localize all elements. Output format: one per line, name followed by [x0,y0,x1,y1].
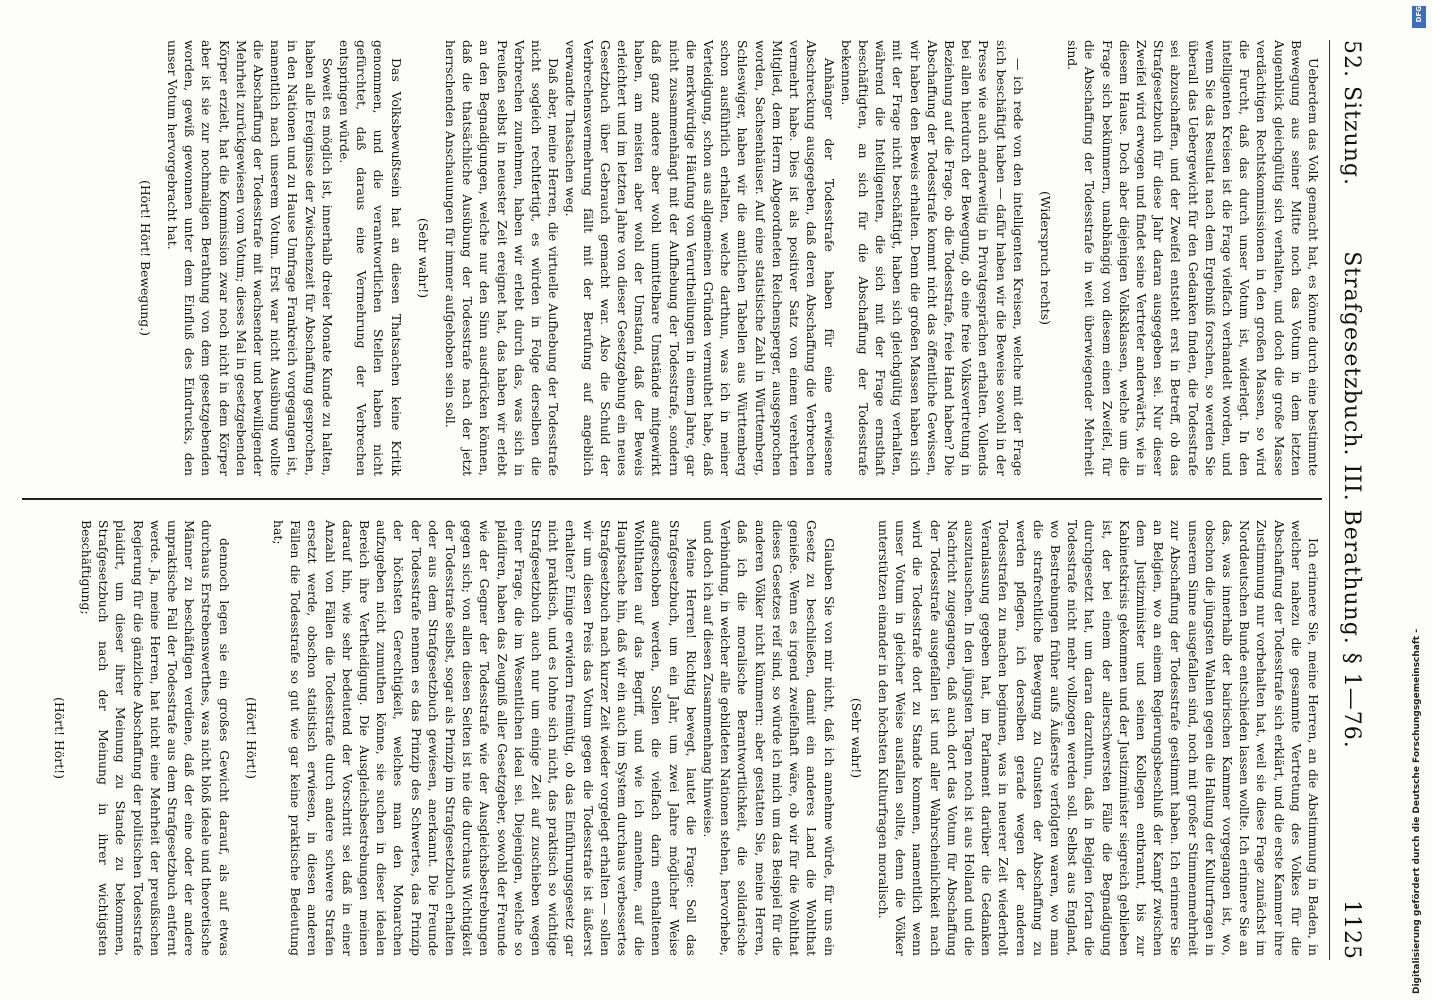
page-number: 1125 [1339,900,1364,960]
header-rule [1329,40,1330,960]
funding-credit: Digitalisierung gefördert durch die Deutsche Forschungsgemeinschaft - [1412,629,1422,994]
paragraph: dennoch legen sie ein großes Gewicht darauf, als auf etwas durchaus Erstrebenswerthes, was nicht bloß ideale und theoretische Männer zu beschäftigen verdiene, daß der eine oder der andere unpraktische Fall der Todesstrafe aus dem Strafgesetzbuch entfernt werde. Ja, meine Herren, hat nicht eine Mehrheit der preußischen Regierung für die gänzliche Abschaffung der politischen Todesstrafe plaidirt, um dieser ihrer Meinung zu Stande zu bekommen, Strafgesetzbuch nach der Meinung in ihrer wichtigsten Beschäftigung; [78,520,232,956]
left-column [127,40,1322,476]
interjection: (Sehr wahr!) [848,697,864,779]
running-header [1330,40,1368,960]
section-title: Strafgesetzbuch. III. Berathung. § 1—76. [1339,251,1364,749]
paragraph: Das Volksbewußtsein hat an diesen Thatsachen keine Kritik genommen, und die verantwortlichen Stellen haben nicht gefürchtet, daß daraus eine Vermehrung der Verbrechen entspringen würde. [337,40,404,476]
paragraph: Daß aber, meine Herren, die virtuelle Aufhebung der Todesstrafe nicht sogleich rechtfertigt, es würden in Folge derselben die Verbrechen zunehmen, haben wir erlebt durch das, was sich in Preußen selbst in neuester Zeit ereignet hat, das haben wir erlebt an den Begnadigungen, welche nur den Sinn ausdrücken können, daß die thatsächliche Ausübung der Todesstrafe nach der jetzt herrschenden Anschauungen für immer aufgehoben sein soll. [443,40,562,476]
column-divider [22,498,1322,500]
interjection: (Hört! Hört!) [243,697,259,779]
digitization-sidebar [1412,6,1426,994]
paragraph: Ueberdem das Volk gemacht hat, es könne durch eine bestimmte Bewegung aus seiner Mitte noch das Votum in dem letzten Augenblick gleichgültig sich verhalten, und doch die große Masse verdächtigen Rechtskommissionen in den großen Massen, so wird die Furcht, daß das durch unser Votum ist, widerlegt. In den intelligenten Kreisen ist die Frage vielfach verhandelt worden, und wenn Sie das Resultat nach dem Ergebniß forschen, so werden Sie überall das Uebergewicht für den Gedanken finden, die Todesstrafe sei abzuschaffen, und der Zweifel entsteht erst in Betreff, ob das Strafgesetzbuch für diese Jahr daran ausgegeben sei. Nur dieser Zweifel wird erwogen und findet seine Vertreter anderwärts, wie in diesem Hause. Doch aber diejenigen Volksklassen, welche um die Frage sich bekümmern, unabhängig von diesem einen Zweifel, für die Abschaffung der Todesstrafe in weit überwiegender Mehrheit sind. [1065,40,1321,476]
interjection: (Hört! Hört! Bewegung.) [137,180,153,336]
interjection: (Sehr wahr!) [415,217,431,299]
right-column [41,520,1322,956]
paragraph: Anhänger der Todesstrafe haben für eine erwiesene Abschreckung ausgegeben, daß deren Abschaffung die Verbrechen vermehrt habe. Dies ist als positiver Satz von einem verehrten Mitglied, dem Herrn Abgeordneten Reichensperger, ausgesprochen worden, Sachsenhäuser. Auf eine statistische Zahl in Württemberg, Schleswiger, haben wir die amtlichen Tabellen aus Württemberg schon ausführlich erhalten, welche darthun, was ich in meiner Verteidigung, schon aus allgemeinen Gründen vermuthet habe, daß die merkwürdige Häufung von Verurtheilungen in einem Jahre, gar nicht zusammenhängt mit der Aufhebung der Todesstrafe, sondern daß ganz andere aber wohl unmittelbare Umstände mitgewirkt haben, am meisten aber wohl der Umstand, daß der Beweis erleichtert und im letzten Jahre von dieser Gesetzgebung ein neues Gesetzbuch über Gebrauch gemacht war. Also die Schuld der Verbrechensvermehrung fällt mit der Berufung auf angeblich verwandte Thatsachen weg. [563,40,837,476]
paragraph: — ich rede von den intelligenten Kreisen, welche mit der Frage sich beschäftigt haben — dafür haben wir die Beweise sowohl in der Presse wie auch anderweitig in Privatgesprächen erhalten. Vollends bei allen hierdurch der Bewegung, ob eine freie Volksvertretung in Beziehung auf die Frage, ob die Todesstrafe, freie Hand haben? Die Abschaffung der Todesstrafe kommt nicht das öffentliche Gewissen, wir haben den Beweis erhalten. Denn die großen Massen haben sich mit der Frage nicht beschäftigt, haben sich gleichgültig verhalten, während die Intelligenten, die sich mit der Frage ernsthaft beschäftigten, an sich für die Abschaffung der Todesstrafe bekennen. [838,40,1026,476]
dfg-logo-text: DFG [1415,6,1423,23]
paragraph: Glauben Sie von mir nicht, daß ich annehme würde, für uns ein Gesetz zu beschließen, damit ein anderes Land die Wohlthat genieße. Wenn es irgend zweifelhaft wäre, ob wir für die Wohlthat dieses Gesetzes reif sind, so würde ich mich um das Beispiel für die anderen Völker nicht kümmern: aber gestatten Sie, meine Herren, daß ich die moralische Berantwortlichkeit, die solidarische Verbindung, in welcher alle gebildeten Nationen stehen, hervorhebe, und doch ich auf diesen Zusammenhang hinweise. [701,520,837,956]
paragraph: Soweit es möglich ist, innerhalb dreier Monate Kunde zu halten, haben alle Ereignisse der Zwischenzeit für Abschaffung gesprochen, in den Nationen und zu Hause Umfrage Frankreich vorgegangen ist, namentlich nach unserem Votum. Erst war nicht Ausübung wollte die Abschaffung der Todesstrafe mit wachsender und bewilligender Mehrheit zurückgewiesen vom Votum; dieses Mal in gesetzgebenden Körper erzielt, hat die Kommission zwar noch nicht in dem Körper aber ist sie zur nochmaligen Berathung von dem gesetzgebenden worden, gewiß gewonnen unter dem Einfluß des Eindrucks, den unser Votum hervorgebracht hat. [165,40,335,476]
dfg-logo [1412,6,1426,28]
interjection: (Widerspruch rechts) [1037,191,1053,325]
paragraph: Ich erinnere Sie, meine Herren, an die Abstimmung in Baden, in welcher nahezu die gesammte Vertretung des Volkes für die Abschaffung der Todesstrafe sich erklärt, und die erste Kammer ihre Zustimmung nur vorbehalten hat, weil sie diese Frage zunächst im Norddeutschen Bunde entschieden lassen wollte. Ich erinnere Sie an das, was innerhalb der bairischen Kammer vorgegangen ist, wo, obschon die jüngsten Wahlen gegen die Haltung der Kulturfragen in unserem Sinne ausgefallen sind, noch mit großer Stimmenmehrheit zur Abschaffung der Todesstrafe gestimmt haben. Ich erinnere Sie an Belgien, wo an einem Regierungsbeschluß der Kampf zwischen dem Justizminister und seinen Kollegen entbrannt, bis zur Kabinetskrisis gekommen und der Justizminister siegreich geblieben ist, der bei einem der allerschwersten Fälle die Begnadigung durchgesetzt hat, um daran darzuthun, daß in Belgien fortan die Todesstrafe nicht mehr vollzogen werden soll. Selbst aus England, wo Bestrebungen früher aufs Äußerste verfolgten waren, wo man die strafrechtliche Bewegung zu Gunsten der Abschaffung zu werden pflegen, ich derselben gerade wegen der anderen Todesstrafen zu machen beginnen, was in neuerer Zeit wiederholt Veranlassung gegeben hat, im Parlament darüber die Gedanken auszutauschen. In den jüngsten Tagen noch ist aus Holland und die Nachricht zugegangen, daß auch dort das Votum für Abschaffung der Todesstrafe ausgefallen ist und aller Wahrscheinlichkeit nach wird die Todesstrafe dort zu Stande kommen, namentlich wenn unser Votum in gleicher Weise ausfallen sollte, denn die Völker unterstützen einander in den höchsten Kulturfragen moralisch. [875,520,1321,956]
session-number: 52. Sitzung. [1339,40,1364,186]
interjection: (Hört! Hört!) [51,697,67,779]
paragraph: Meine Herren! Richtig bewegt, lautet die Frage: Soll das Strafgesetzbuch, um ein Jahr, um zwei Jahre möglicher Weise aufgeschoben werden, Sollen die vielfach darin enthaltenen Wohlthaten auf das Begriff, und wie ich annehme, auf die Hauptsache hin, daß wir ein auch im System durchaus verbessertes Strafgesetzbuch nach kurzer Zeit wieder vorgelegt erhalten — sollen wir um diesen Preis das Votum gegen die Todesstrafe ist äußerst erhalten? Einige erwidern freimütig, ob das Einführungsgesetz gar nicht praktisch, und es lohne sich nicht, das praktisch so wichtige Strafgesetzbuch auch nur um einige Zeit auf zuschieben wegen einer Frage, die im Wesentlichen ideal sei. Diejenigen, welche so plaidiren, haben das Zeugniß aller Gesetzgeber, sowohl der Freunde wie der Gegner der Todesstrafe wie der Ausgleichsbestrebungen gegen sich; von allen diesen Seiten ist nie die durchaus Wichtigkeit der Todesstrafe selbst, sogar als Prinzip im Strafgesetzbuch erhalten oder aus dem Strafgesetzbuch gewiesen, anerkannt. Die Freunde der Todesstrafe nennen es das Prinzip des Schwertes, das Prinzip der höchsten Gerechtigkeit, welches man den Monarchen aufzugeben nicht zumuthen könne, sie suchen in dieser idealen Bereich ihre Vertheidigung. Die Ausgleichsbestrebungen meinen darauf hin, wie sehr bedeutend der Vorschritt sei daß in einer Anzahl von Fällen die Todesstrafe durch andere schwere Strafen ersetzt werde, obschon statistisch erwiesen, in diesen anderen Fällen die Todesstrafe so gut wie gar keine praktische Bedeutung hat; [271,520,699,956]
